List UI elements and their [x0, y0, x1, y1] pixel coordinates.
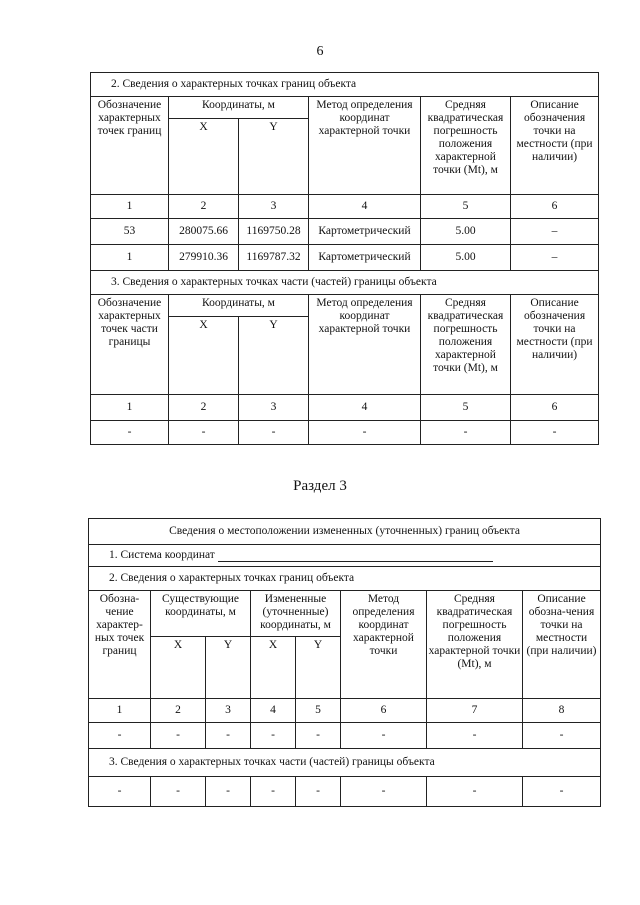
col-num: 3: [206, 699, 251, 723]
table-row: [89, 777, 601, 807]
cell: –: [511, 245, 599, 271]
cell: 1: [91, 245, 169, 271]
table-row: [89, 723, 601, 749]
table-row: [91, 245, 599, 271]
col-num: 6: [511, 395, 599, 421]
col-num: 3: [239, 395, 309, 421]
col-num: 6: [341, 699, 427, 723]
cell: -: [296, 777, 341, 807]
coordinate-system-blank: [218, 550, 493, 562]
table-row: [91, 421, 599, 445]
cell: 1169750.28: [239, 219, 309, 245]
cell: -: [523, 723, 601, 749]
cell: -: [427, 777, 523, 807]
header-coordinates: Координаты, м: [169, 295, 309, 317]
header-changed-coordinates: Измененные (уточненные) координаты, м: [251, 591, 341, 637]
col-num: 1: [91, 395, 169, 421]
col-num: 2: [151, 699, 206, 723]
header-designation-part: Обозначение характерных точек части границы: [91, 295, 169, 395]
cell: -: [151, 777, 206, 807]
header-designation: Обозна-чение характер-ных точек границ: [89, 591, 151, 699]
table3-subtitle2: 2. Сведения о характерных точках границ объекта: [89, 567, 601, 591]
cell: -: [427, 723, 523, 749]
col-num: 4: [309, 195, 421, 219]
col-num: 2: [169, 195, 239, 219]
cell: -: [91, 421, 169, 445]
cell: -: [206, 723, 251, 749]
col-num: 1: [89, 699, 151, 723]
cell: -: [251, 777, 296, 807]
table2-title: 3. Сведения о характерных точках части (частей) границы объекта: [91, 271, 599, 295]
cell: -: [341, 723, 427, 749]
cell: 1169787.32: [239, 245, 309, 271]
cell: -: [206, 777, 251, 807]
header-description: Описание обозначения точки на местности (при наличии): [511, 97, 599, 195]
cell: -: [309, 421, 421, 445]
header-method: Метод определения координат характерной точки: [309, 97, 421, 195]
cell: 280075.66: [169, 219, 239, 245]
col-num: 8: [523, 699, 601, 723]
cell: Картометрический: [309, 245, 421, 271]
header-y: Y: [296, 637, 341, 699]
table-characteristic-points: [90, 72, 599, 445]
header-description: Описание обозна-чения точки на местности (при наличии): [523, 591, 601, 699]
col-num: 2: [169, 395, 239, 421]
header-x: X: [151, 637, 206, 699]
header-x: X: [169, 317, 239, 395]
cell: -: [151, 723, 206, 749]
section-title: Раздел 3: [293, 478, 347, 494]
cell: -: [421, 421, 511, 445]
header-y: Y: [239, 317, 309, 395]
coordinate-system-row: [89, 545, 601, 567]
cell: -: [89, 777, 151, 807]
table1-title: 2. Сведения о характерных точках границ объекта: [91, 73, 599, 97]
table-changed-boundaries: [88, 518, 601, 807]
header-method: Метод определения координат характерной точки: [341, 591, 427, 699]
cell: 279910.36: [169, 245, 239, 271]
header-designation: Обозначение характерных точек границ: [91, 97, 169, 195]
header-mse: Средняя квадратическая погрешность положения характерной точки (Mt), м: [427, 591, 523, 699]
col-num: 5: [296, 699, 341, 723]
cell: -: [169, 421, 239, 445]
cell: -: [341, 777, 427, 807]
header-y: Y: [206, 637, 251, 699]
col-num: 4: [251, 699, 296, 723]
col-num: 4: [309, 395, 421, 421]
header-description: Описание обозначения точки на местности (при наличии): [511, 295, 599, 395]
header-existing-coordinates: Существующие координаты, м: [151, 591, 251, 637]
header-mse: Средняя квадратическая погрешность положения характерной точки (Mt), м: [421, 97, 511, 195]
col-num: 5: [421, 395, 511, 421]
header-method: Метод определения координат характерной точки: [309, 295, 421, 395]
page-number: 6: [316, 44, 324, 59]
table3-subtitle3: 3. Сведения о характерных точках части (частей) границы объекта: [89, 749, 601, 777]
cell: 5.00: [421, 245, 511, 271]
col-num: 5: [421, 195, 511, 219]
cell: -: [239, 421, 309, 445]
cell: –: [511, 219, 599, 245]
header-coordinates: Координаты, м: [169, 97, 309, 119]
cell: 5.00: [421, 219, 511, 245]
col-num: 6: [511, 195, 599, 219]
table-row: [91, 219, 599, 245]
cell: -: [251, 723, 296, 749]
cell: -: [511, 421, 599, 445]
cell: 53: [91, 219, 169, 245]
cell: -: [523, 777, 601, 807]
col-num: 7: [427, 699, 523, 723]
table3-title: Сведения о местоположении измененных (уточненных) границ объекта: [89, 519, 601, 545]
header-x: X: [251, 637, 296, 699]
header-mse: Средняя квадратическая погрешность положения характерной точки (Mt), м: [421, 295, 511, 395]
cell: Картометрический: [309, 219, 421, 245]
cell: -: [89, 723, 151, 749]
col-num: 1: [91, 195, 169, 219]
header-y: Y: [239, 119, 309, 195]
cell: -: [296, 723, 341, 749]
header-x: X: [169, 119, 239, 195]
coordinate-system-label: 1. Система координат: [109, 549, 215, 561]
col-num: 3: [239, 195, 309, 219]
